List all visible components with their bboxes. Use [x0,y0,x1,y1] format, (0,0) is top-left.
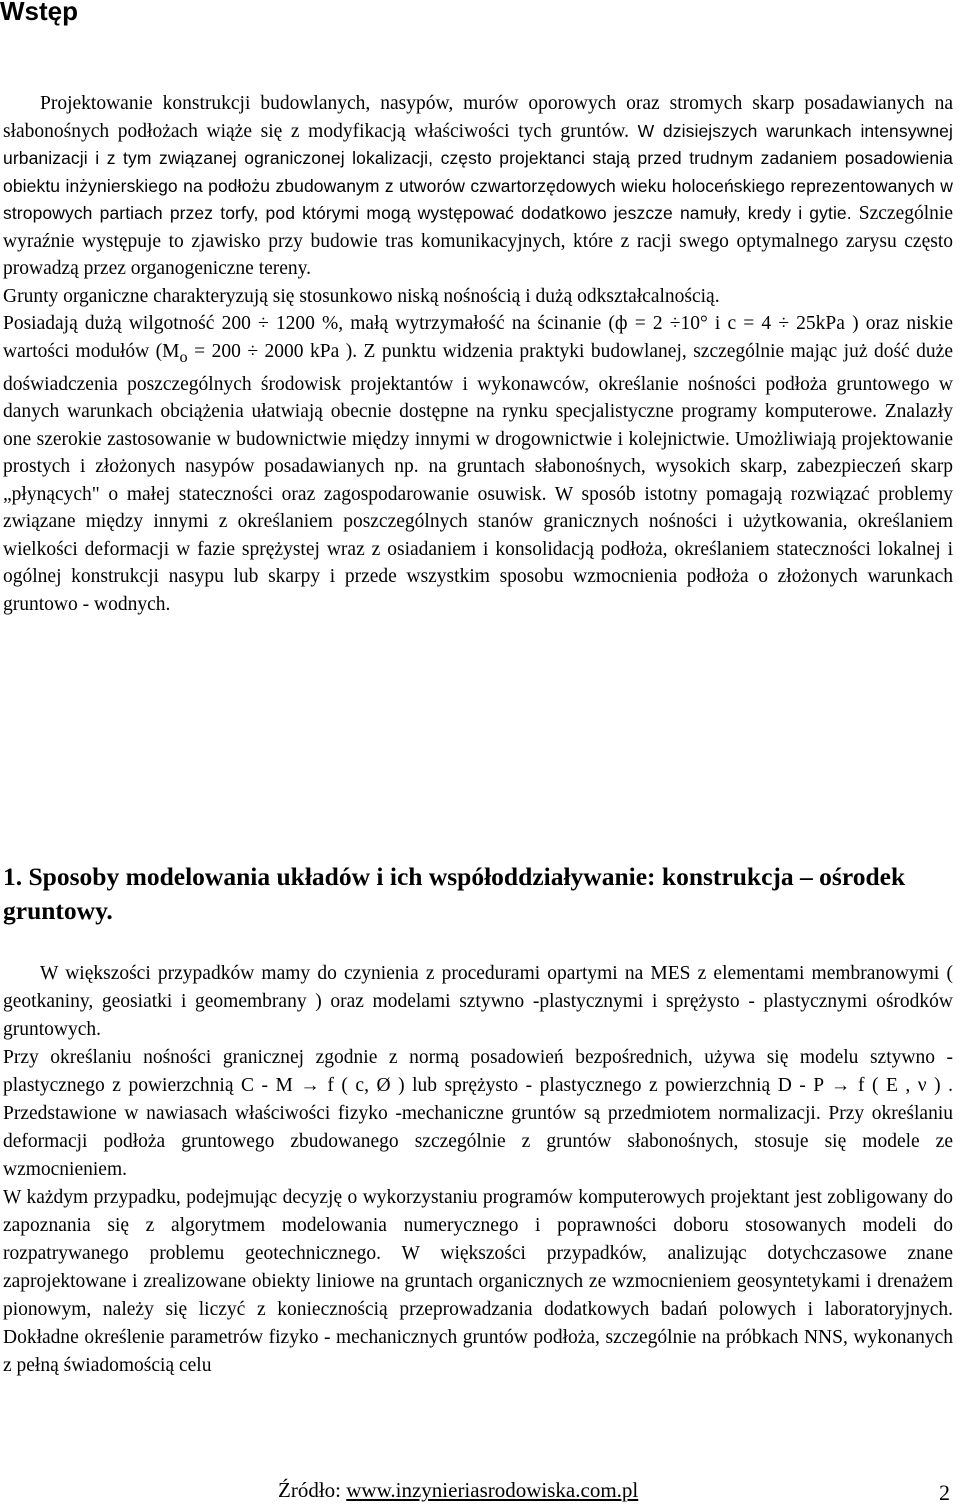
section-body [3,960,953,1380]
intro-text-5: = 200 ÷ 2000 kPa ). Z punktu widzenia praktyki budowlanej, szczególnie mając już dość duże doświadczenia poszczególnych środowisk projektantów i wykonawców, określanie nośności podłoża gruntowego w danych warunkach obciążenia ułatwiają obecnie dostępne na rynku specjalistyczne programy komputerowe. Znalazły one szerokie zastosowanie w budownictwie między innymi w drogownictwie i kolejnictwie. Umożliwiają projektowanie prostych i złożonych nasypów posadawianych np. na gruntach słabonośnych, wysokich skarp, zabezpieczeń skarp „płynących" o małej stateczności oraz zagospodarowanie osuwisk. W sposób istotny pomagają rozwiązać problemy związane między innymi z określaniem poszczególnych stanów granicznych nośności i użytkowania, określaniem wielkości deformacji w fazie sprężystej wraz z osiadaniem i konsolidacją podłoża, określaniem stateczności lokalnej i ogólnej konstrukcji nasypu lub skarpy i przede wszystkim sposobu wzmocnienia podłoża o złożonych warunkach gruntowo - wodnych. [3,340,953,615]
page-number: 2 [939,1480,950,1505]
page-heading: Wstęp [0,0,78,26]
intro-section [3,90,953,618]
intro-text-3: Szczególnie wyraźnie występuje to zjawisko przy budowie tras komunikacyjnych, które z racji swego optymalnego zarysu często prowadzą przez organogeniczne tereny. [3,203,953,279]
body-paragraph-2: Przy określaniu nośności granicznej zgodnie z normą posadowień bezpośrednich, używa się modelu sztywno - plastycznego z powierzchnią C - M → f ( c, Ø ) lub sprężysto - plastycznego z powierzchnią D - P → f ( E , ν ) . Przedstawione w nawiasach właściwości fizyko -mechaniczne gruntów są przedmiotem normalizacji. Przy określaniu deformacji podłoża gruntowego zbudowanego szczególnie z gruntów słabonośnych, stosuje się modele ze wzmocnieniem. [3,1047,953,1180]
intro-text-4: Posiadają dużą wilgotność 200 ÷ 1200 %, małą wytrzymałość na ścinanie (ф = 2 ÷10° i c = 4 ÷ 25kPa ) oraz niskie wartości modułów (M [3,313,953,362]
section-title: 1. Sposoby modelowania układów i ich współoddziaływanie: konstrukcja – ośrodek gruntowy. [3,862,906,925]
intro-text-2: W dzisiejszych warunkach intensywnej urbanizacji i z tym związanej ograniczonej lokalizacji, często projektanci stają przed trudnym zadaniem posadowienia obiektu inżynierskiego na podłożu zbudowanym z utworów czwartorzędowych wieku holoceńskiego reprezentowanych w stropowych partiach przez torfy, pod którymi mogą występować dodatkowo jeszcze namuły, kredy i gytie. [3,120,953,223]
modulus-subscript: o [179,347,188,366]
intro-paragraph-1 [3,90,953,283]
intro-text-1: Projektowanie konstrukcji budowlanych, nasypów, murów oporowych oraz stromych skarp posadawianych na słabonośnych podłożach wiąże się z modyfikacją właściwości tych gruntów. [3,93,953,142]
body-paragraph-3: W każdym przypadku, podejmując decyzję o wykorzystaniu programów komputerowych projektant jest zobligowany do zapoznania się z algorytmem modelowania numerycznego i poprawności doboru stosowanych modeli do rozpatrywanego problemu geotechnicznego. W większości przypadków, analizując dotychczasowe znane zaprojektowane i zrealizowane obiekty liniowe na gruntach organicznych ze wzmocnieniem geosyntetykami i drenażem pionowym, należy się liczyć z koniecznością przeprowadzania dodatkowych badań polowych i laboratoryjnych. Dokładne określenie parametrów fizyko - mechanicznych gruntów podłoża, szczególnie na próbkach NNS, wykonanych z pełną świadomością celu [3,1187,953,1376]
source-link[interactable]: www.inzynieriasrodowiska.com.pl [346,1478,639,1502]
source-label: Źródło: [278,1478,347,1502]
intro-paragraph-3 [3,310,953,618]
body-paragraph-1: W większości przypadków mamy do czynienia z procedurami opartymi na MES z elementami membranowymi ( geotkaniny, geosiatki i geomembrany ) oraz modelami sztywno -plastycznymi i sprężysto - plastycznymi ośrodków gruntowych. [3,963,953,1040]
intro-paragraph-2: Grunty organiczne charakteryzują się stosunkowo niską nośnością i dużą odkształcalnością. [3,285,720,307]
source-footer [278,1478,638,1503]
